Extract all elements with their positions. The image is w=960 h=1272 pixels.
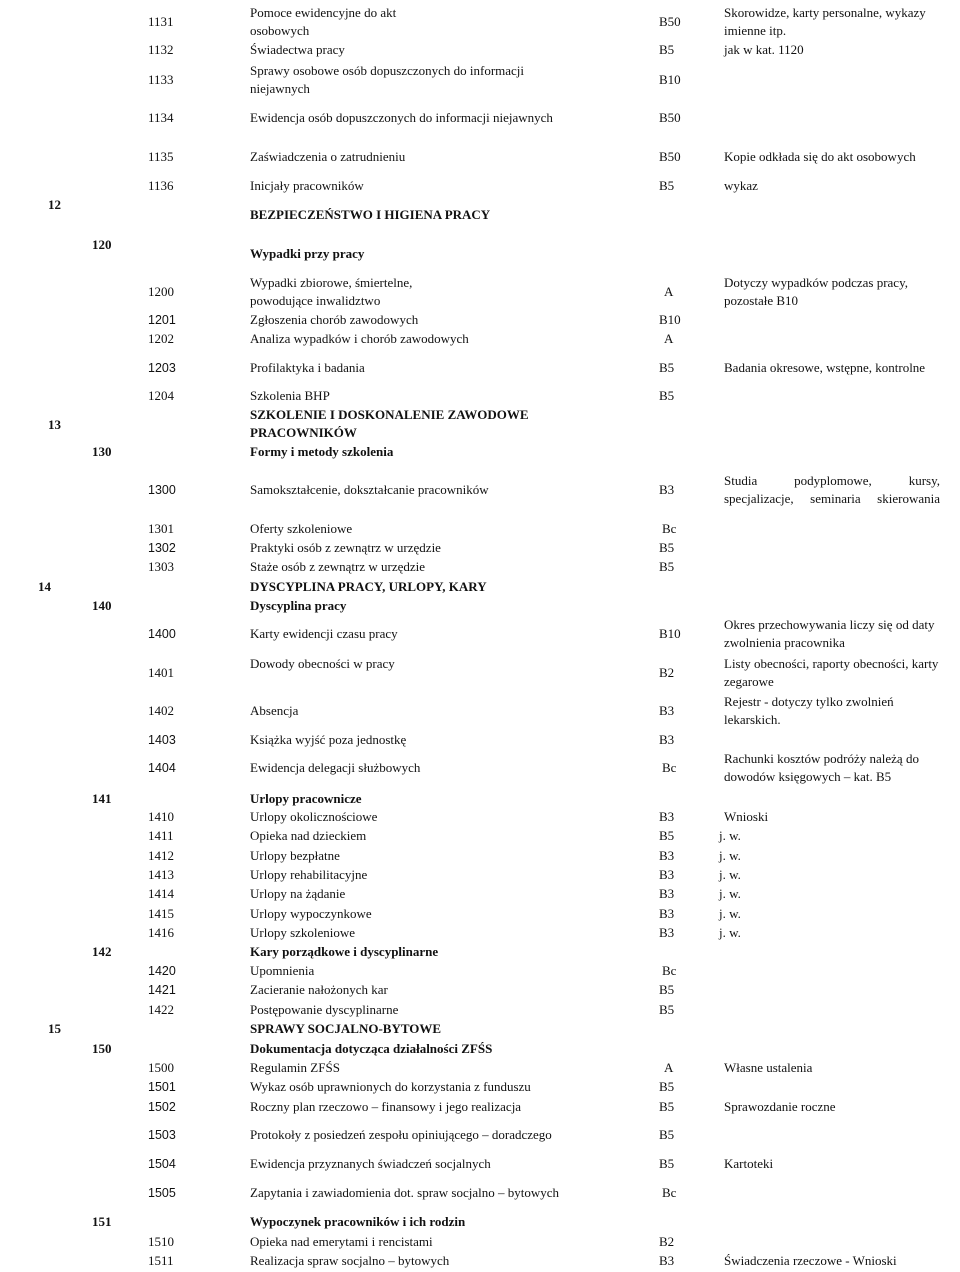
category-cell: B2 (659, 665, 675, 680)
subsection-title: Dyscyplina pracy (250, 598, 347, 613)
notes-cell: Sprawozdanie roczne (724, 1099, 836, 1114)
category-cell: B3 (659, 1253, 675, 1268)
title-cell: Książka wyjść poza jednostkę (250, 732, 407, 747)
title-cell: Analiza wypadków i chorób zawodowych (250, 331, 469, 346)
title-cell: Pomoce ewidencyjne do akt osobowych (250, 5, 397, 38)
code-cell: 1414 (148, 886, 174, 901)
code-cell: 1401 (148, 665, 174, 680)
title-cell: Urlopy na żądanie (250, 886, 346, 901)
subsection-title: Kary porządkowe i dyscyplinarne (250, 944, 439, 959)
code-cell: 1504 (148, 1157, 176, 1171)
notes-cell: Dotyczy wypadków podczas pracy, pozostałe B10 (724, 275, 908, 308)
title-cell: Postępowanie dyscyplinarne (250, 1002, 399, 1017)
code-cell: 1202 (148, 331, 174, 346)
code-cell: 1410 (148, 809, 174, 824)
category-cell: B5 (659, 360, 675, 375)
table-row (0, 655, 960, 691)
notes-cell: Kopie odkłada się do akt osobowych (724, 149, 916, 164)
title-cell: Szkolenia BHP (250, 388, 330, 403)
category-cell: B5 (659, 1099, 675, 1114)
category-cell: B3 (659, 925, 675, 940)
subsection-title: Formy i metody szkolenia (250, 444, 394, 459)
code-cell: 1416 (148, 925, 174, 940)
category-cell: B3 (659, 809, 675, 824)
code-cell: 1402 (148, 703, 174, 718)
category-cell: B50 (659, 14, 681, 29)
code-cell: 1502 (148, 1100, 176, 1114)
code-cell: 1412 (148, 848, 174, 863)
title-cell: Urlopy bezpłatne (250, 848, 340, 863)
section-title: SPRAWY SOCJALNO-BYTOWE (250, 1021, 442, 1036)
subsection-title: Urlopy pracownicze (250, 791, 362, 806)
category-cell: B10 (659, 312, 681, 327)
code-cell: 1422 (148, 1002, 174, 1017)
title-cell: Zapytania i zawiadomienia dot. spraw socjalno – bytowych (250, 1185, 560, 1200)
code-cell: 1131 (148, 14, 174, 29)
notes-cell: j. w. (719, 925, 741, 940)
title-cell: Ewidencja przyznanych świadczeń socjalnych (250, 1156, 491, 1171)
category-cell: B5 (659, 1079, 675, 1094)
subsection-number: 120 (92, 237, 112, 252)
notes-cell: Badania okresowe, wstępne, kontrolne (724, 360, 926, 375)
notes-cell: Rejestr - dotyczy tylko zwolnień lekarskich. (724, 694, 894, 727)
category-cell: B10 (659, 72, 681, 87)
code-cell: 1511 (148, 1253, 174, 1268)
code-cell: 1510 (148, 1234, 174, 1249)
subsection-number: 151 (92, 1214, 112, 1229)
title-cell: Regulamin ZFŚS (250, 1060, 340, 1075)
category-cell: B3 (659, 732, 675, 747)
title-cell: Profilaktyka i badania (250, 360, 365, 375)
code-cell: 1501 (148, 1080, 176, 1094)
title-cell: Ewidencja delegacji służbowych (250, 760, 421, 775)
table-row (0, 62, 960, 98)
category-cell: B3 (659, 848, 675, 863)
title-cell: Realizacja spraw socjalno – bytowych (250, 1253, 450, 1268)
category-cell: B5 (659, 178, 675, 193)
notes-cell: Wnioski (724, 809, 769, 824)
category-cell: B3 (659, 906, 675, 921)
code-cell: 1136 (148, 178, 174, 193)
section-number: 14 (38, 579, 51, 594)
notes-cell: Rachunki kosztów podróży należą do dowodów księgowych – kat. B5 (724, 751, 919, 784)
title-cell: Absencja (250, 703, 299, 718)
code-cell: 1505 (148, 1186, 176, 1200)
category-cell: B5 (659, 540, 675, 555)
title-cell: Urlopy rehabilitacyjne (250, 867, 368, 882)
title-cell: Ewidencja osób dopuszczonych do informacji niejawnych (250, 110, 553, 125)
code-cell: 1503 (148, 1128, 176, 1142)
category-cell: B50 (659, 110, 681, 125)
subsection-number: 130 (92, 444, 112, 459)
notes-cell: Świadczenia rzeczowe - Wnioski (724, 1253, 897, 1268)
category-cell: A (664, 1060, 674, 1075)
category-cell: B50 (659, 149, 681, 164)
code-cell: 1404 (148, 761, 176, 775)
notes-cell: Własne ustalenia (724, 1060, 813, 1075)
category-cell: B10 (659, 626, 681, 641)
table-row (0, 4, 960, 40)
title-cell: Urlopy wypoczynkowe (250, 906, 372, 921)
title-cell: Karty ewidencji czasu pracy (250, 626, 398, 641)
notes-cell: Studia podyplomowe, kursy, specjalizacje, seminaria skierowania (724, 473, 940, 506)
subsection-title: Wypoczynek pracowników i ich rodzin (250, 1214, 466, 1229)
subsection-title: Dokumentacja dotycząca działalności ZFŚS (250, 1041, 493, 1056)
title-cell: Upomnienia (250, 963, 315, 978)
table-row (0, 616, 960, 652)
code-cell: 1135 (148, 149, 174, 164)
title-cell: Samokształcenie, dokształcanie pracowników (250, 482, 489, 497)
section-title: BEZPIECZEŃSTWO I HIGIENA PRACY (250, 207, 491, 222)
category-cell: B5 (659, 559, 675, 574)
category-cell: B5 (659, 388, 675, 403)
title-cell: Urlopy okolicznościowe (250, 809, 378, 824)
category-cell: Bc (662, 963, 677, 978)
title-cell: Urlopy szkoleniowe (250, 925, 356, 940)
code-cell: 1200 (148, 284, 174, 299)
category-cell: Bc (662, 760, 677, 775)
code-cell: 1133 (148, 72, 174, 87)
category-cell: B3 (659, 867, 675, 882)
code-cell: 1415 (148, 906, 174, 921)
category-cell: B3 (659, 703, 675, 718)
category-cell: B2 (659, 1234, 675, 1249)
section-number: 12 (48, 197, 61, 212)
notes-cell: wykaz (724, 178, 758, 193)
notes-cell: j. w. (719, 828, 741, 843)
subsection-number: 150 (92, 1041, 112, 1056)
subsection-number: 142 (92, 944, 112, 959)
code-cell: 1301 (148, 521, 174, 536)
table-row (0, 274, 960, 310)
category-cell: B5 (659, 1156, 675, 1171)
category-cell: B5 (659, 828, 675, 843)
code-cell: 1403 (148, 733, 176, 747)
table-row (0, 750, 960, 786)
notes-cell: Kartoteki (724, 1156, 774, 1171)
code-cell: 1413 (148, 867, 174, 882)
code-cell: 1303 (148, 559, 174, 574)
title-cell: Wykaz osób uprawnionych do korzystania z funduszu (250, 1079, 531, 1094)
notes-cell: j. w. (719, 867, 741, 882)
category-cell: B5 (659, 42, 675, 57)
code-cell: 1421 (148, 983, 176, 997)
code-cell: 1411 (148, 828, 174, 843)
title-cell: Roczny plan rzeczowo – finansowy i jego realizacja (250, 1099, 522, 1114)
category-cell: Bc (662, 1185, 677, 1200)
title-cell: Oferty szkoleniowe (250, 521, 353, 536)
category-cell: B3 (659, 886, 675, 901)
code-cell: 1203 (148, 361, 176, 375)
notes-cell: j. w. (719, 906, 741, 921)
section-number: 15 (48, 1021, 61, 1036)
code-cell: 1420 (148, 964, 176, 978)
subsection-number: 140 (92, 598, 112, 613)
code-cell: 1132 (148, 42, 174, 57)
category-cell: B5 (659, 982, 675, 997)
section-title: DYSCYPLINA PRACY, URLOPY, KARY (250, 579, 487, 594)
code-cell: 1302 (148, 541, 176, 555)
title-cell: Sprawy osobowe osób dopuszczonych do informacji niejawnych (250, 63, 525, 96)
category-cell: B5 (659, 1127, 675, 1142)
category-cell: B5 (659, 1002, 675, 1017)
title-cell: Praktyki osób z zewnątrz w urzędzie (250, 540, 441, 555)
category-cell: A (664, 331, 674, 346)
category-cell: A (664, 284, 674, 299)
subsection-number: 141 (92, 791, 112, 806)
title-cell: Staże osób z zewnątrz w urzędzie (250, 559, 426, 574)
section-title: SZKOLENIE I DOSKONALENIE ZAWODOWE PRACOWNIKÓW (250, 407, 529, 440)
title-cell: Dowody obecności w pracy (250, 656, 395, 671)
title-cell: Zgłoszenia chorób zawodowych (250, 312, 419, 327)
code-cell: 1134 (148, 110, 174, 125)
title-cell: Opieka nad emerytami i rencistami (250, 1234, 433, 1249)
title-cell: Zaświadczenia o zatrudnieniu (250, 149, 406, 164)
notes-cell: Okres przechowywania liczy się od daty zwolnienia pracownika (724, 617, 935, 650)
table-row (0, 472, 960, 508)
title-cell: Protokoły z posiedzeń zespołu opiniującego – doradczego (250, 1127, 552, 1142)
code-cell: 1300 (148, 483, 176, 497)
title-cell: Świadectwa pracy (250, 42, 345, 57)
code-cell: 1500 (148, 1060, 174, 1075)
title-cell: Wypadki zbiorowe, śmiertelne, powodujące inwalidztwo (250, 275, 413, 308)
code-cell: 1204 (148, 388, 174, 403)
notes-cell: j. w. (719, 886, 741, 901)
code-cell: 1201 (148, 313, 176, 327)
category-cell: Bc (662, 521, 677, 536)
section-number: 13 (48, 417, 61, 432)
title-cell: Opieka nad dzieckiem (250, 828, 367, 843)
table-row (0, 693, 960, 729)
notes-cell: Listy obecności, raporty obecności, karty zegarowe (724, 656, 939, 689)
notes-cell: Skorowidze, karty personalne, wykazy imienne itp. (724, 5, 926, 38)
title-cell: Zacieranie nałożonych kar (250, 982, 388, 997)
title-cell: Inicjały pracowników (250, 178, 364, 193)
notes-cell: j. w. (719, 848, 741, 863)
category-cell: B3 (659, 482, 675, 497)
notes-cell: jak w kat. 1120 (724, 42, 804, 57)
subsection-title: Wypadki przy pracy (250, 246, 365, 261)
code-cell: 1400 (148, 627, 176, 641)
